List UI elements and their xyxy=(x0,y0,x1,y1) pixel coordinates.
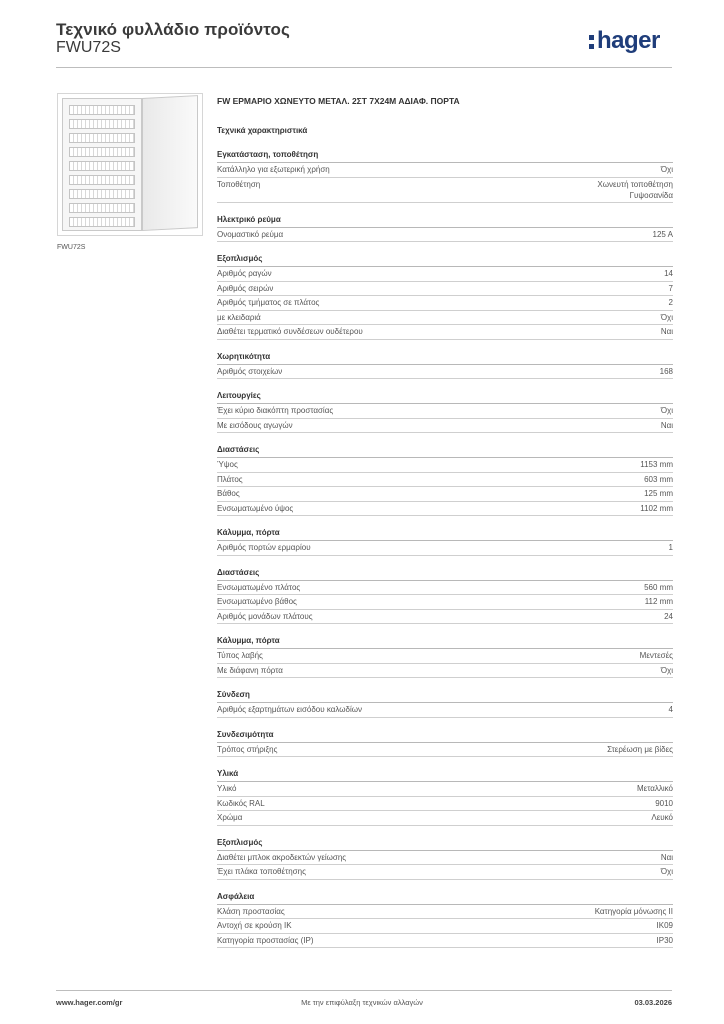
spec-content xyxy=(217,90,673,958)
spec-value: IK09 xyxy=(656,921,673,930)
spec-value: Κατηγορία μόνωσης II xyxy=(594,906,673,916)
tech-specs-label: Τεχνικά χαρακτηριστικά xyxy=(217,126,308,135)
section-title: Κάλυμμα, πόρτα xyxy=(217,634,673,649)
spec-key: Πλάτος xyxy=(217,474,243,484)
section-title: Χωρητικότητα xyxy=(217,350,673,365)
spec-value: Όχι xyxy=(660,406,673,415)
spec-row xyxy=(217,664,673,679)
spec-key: Έχει κύριο διακόπτη προστασίας xyxy=(217,406,334,415)
spec-key: Ενσωματωμένο ύψος xyxy=(217,503,294,513)
spec-key: Κλάση προστασίας xyxy=(217,906,285,916)
spec-key: Αριθμός σειρών xyxy=(217,283,274,293)
spec-value: IP30 xyxy=(656,935,673,945)
spec-row xyxy=(217,228,673,243)
spec-section xyxy=(217,350,673,380)
spec-key: Υλικό xyxy=(217,784,237,793)
section-title: Διαστάσεις xyxy=(217,566,673,581)
section-title: Ασφάλεια xyxy=(217,890,673,905)
spec-section xyxy=(217,148,673,203)
section-title: Λειτουργίες xyxy=(217,389,673,404)
spec-row xyxy=(217,178,673,203)
spec-section xyxy=(217,213,673,243)
spec-key: Αντοχή σε κρούση IK xyxy=(217,921,292,930)
spec-key: Αριθμός τμήματος σε πλάτος xyxy=(217,298,320,307)
spec-key: Έχει πλάκα τοποθέτησης xyxy=(217,867,306,876)
section-title: Εξοπλισμός xyxy=(217,252,673,267)
spec-key: Κωδικός RAL xyxy=(217,798,265,808)
spec-row xyxy=(217,282,673,297)
spec-row xyxy=(217,473,673,488)
footer-date: 03.03.2026 xyxy=(634,998,672,1007)
spec-section xyxy=(217,526,673,556)
spec-value: 125 mm xyxy=(644,489,673,498)
spec-row xyxy=(217,934,673,949)
product-name: FW ΕΡΜΑΡΙΟ ΧΩΝΕΥΤΟ ΜΕΤΑΛ. 2ΣΤ 7Χ24Μ ΑΔΙΑΦ. ΠΟΡΤΑ xyxy=(217,96,460,106)
spec-row xyxy=(217,782,673,797)
spec-value: 24 xyxy=(664,611,673,621)
spec-key: Αριθμός στοιχείων xyxy=(217,366,283,376)
spec-value: 112 mm xyxy=(644,597,673,606)
spec-row xyxy=(217,649,673,664)
spec-value: Όχι xyxy=(660,867,673,876)
spec-value: Στερέωση με βίδες xyxy=(607,744,673,754)
spec-key: Με εισόδους αγωγών xyxy=(217,420,293,430)
cabinet-illustration xyxy=(62,98,142,231)
spec-value: Ναι xyxy=(660,420,673,430)
product-image xyxy=(57,93,203,236)
cabinet-rail-illustration xyxy=(69,147,135,157)
spec-section xyxy=(217,836,673,880)
spec-row xyxy=(217,905,673,920)
spec-value: Λευκό xyxy=(651,813,673,822)
spec-value: Μεταλλικό xyxy=(636,784,673,793)
spec-value: 14 xyxy=(664,269,673,278)
cabinet-rail-illustration xyxy=(69,161,135,171)
spec-row xyxy=(217,419,673,434)
spec-key: Κατηγορία προστασίας (IP) xyxy=(217,935,314,945)
section-title: Ηλεκτρικό ρεύμα xyxy=(217,213,673,228)
spec-key: Ενσωματωμένο βάθος xyxy=(217,597,297,606)
cabinet-rail-illustration xyxy=(69,217,135,227)
spec-value: Μεντεσές xyxy=(639,651,673,660)
spec-section xyxy=(217,566,673,625)
spec-value: Ναι xyxy=(660,327,673,336)
footer-note: Με την επιφύλαξη τεχνικών αλλαγών xyxy=(301,998,423,1007)
spec-row xyxy=(217,851,673,866)
logo-colon-icon xyxy=(588,33,595,49)
cabinet-rail-illustration xyxy=(69,189,135,199)
spec-value: 560 mm xyxy=(644,582,673,592)
spec-row xyxy=(217,797,673,812)
spec-row xyxy=(217,267,673,282)
spec-key: με κλειδαριά xyxy=(217,312,261,322)
section-title: Υλικά xyxy=(217,767,673,782)
section-title: Διαστάσεις xyxy=(217,443,673,458)
section-title: Κάλυμμα, πόρτα xyxy=(217,526,673,541)
spec-key: Με διάφανη πόρτα xyxy=(217,665,283,675)
spec-sections xyxy=(217,148,673,948)
spec-row xyxy=(217,487,673,502)
product-code: FWU72S xyxy=(56,39,121,56)
cabinet-rail-illustration xyxy=(69,133,135,143)
image-caption: FWU72S xyxy=(57,244,86,251)
section-title: Εξοπλισμός xyxy=(217,836,673,851)
spec-key: Αριθμός ραγών xyxy=(217,269,272,278)
spec-key: Ονομαστικό ρεύμα xyxy=(217,229,284,239)
footer-divider xyxy=(56,990,672,991)
spec-section xyxy=(217,634,673,678)
spec-value: Όχι xyxy=(660,665,673,675)
spec-key: Αριθμός μονάδων πλάτους xyxy=(217,611,313,621)
spec-section xyxy=(217,443,673,516)
spec-value: Όχι xyxy=(660,165,673,174)
spec-section xyxy=(217,389,673,433)
document-title: Τεχνικό φυλλάδιο προϊόντος xyxy=(56,20,290,39)
spec-key: Αριθμός πορτών ερμαρίου xyxy=(217,543,311,552)
spec-row xyxy=(217,743,673,758)
section-title: Συνδεσιμότητα xyxy=(217,728,673,743)
spec-key: Ύψος xyxy=(217,460,238,469)
spec-section xyxy=(217,252,673,340)
spec-value: 1 xyxy=(668,543,673,552)
spec-row xyxy=(217,541,673,556)
spec-key: Χρώμα xyxy=(217,813,243,822)
cabinet-rail-illustration xyxy=(69,175,135,185)
spec-row xyxy=(217,610,673,625)
spec-key: Κατάλληλο για εξωτερική χρήση xyxy=(217,165,330,174)
spec-value: 1153 mm xyxy=(640,460,673,469)
spec-value: Χωνευτή τοποθέτηση Γυψοσανίδα xyxy=(597,179,673,200)
spec-row xyxy=(217,458,673,473)
spec-value: 603 mm xyxy=(644,474,673,484)
spec-value: 7 xyxy=(668,283,673,293)
spec-row xyxy=(217,581,673,596)
spec-key: Ενσωματωμένο πλάτος xyxy=(217,582,301,592)
spec-section xyxy=(217,767,673,826)
spec-value: 2 xyxy=(668,298,673,307)
hager-logo xyxy=(588,27,660,55)
spec-key: Βάθος xyxy=(217,489,240,498)
spec-key: Διαθέτει τερματικό συνδέσεων ουδέτερου xyxy=(217,327,363,336)
spec-row xyxy=(217,919,673,934)
logo-text: hager xyxy=(597,27,660,54)
cabinet-rail-illustration xyxy=(69,105,135,115)
section-title: Σύνδεση xyxy=(217,688,673,703)
section-title: Εγκατάσταση, τοποθέτηση xyxy=(217,148,673,163)
spec-row xyxy=(217,296,673,311)
cabinet-rail-illustration xyxy=(69,203,135,213)
spec-value: 4 xyxy=(668,705,673,714)
spec-row xyxy=(217,595,673,610)
spec-key: Τοποθέτηση xyxy=(217,179,261,189)
spec-row xyxy=(217,811,673,826)
spec-value: Όχι xyxy=(660,312,673,322)
spec-key: Αριθμός εξαρτημάτων εισόδου καλωδίων xyxy=(217,705,362,714)
spec-row xyxy=(217,404,673,419)
spec-value: 1102 mm xyxy=(640,503,673,513)
spec-key: Τύπος λαβής xyxy=(217,651,263,660)
spec-row xyxy=(217,163,673,178)
spec-row xyxy=(217,865,673,880)
spec-section xyxy=(217,890,673,949)
cabinet-door-illustration xyxy=(142,95,198,231)
spec-section xyxy=(217,688,673,718)
spec-row xyxy=(217,365,673,380)
spec-value: Ναι xyxy=(660,852,673,862)
spec-row xyxy=(217,703,673,718)
spec-key: Διαθέτει μπλοκ ακροδεκτών γείωσης xyxy=(217,852,347,862)
spec-value: 9010 xyxy=(655,798,673,808)
spec-row xyxy=(217,325,673,340)
footer-website: www.hager.com/gr xyxy=(56,998,123,1007)
spec-key: Τρόπος στήριξης xyxy=(217,744,278,754)
spec-section xyxy=(217,728,673,758)
cabinet-rail-illustration xyxy=(69,119,135,129)
spec-row xyxy=(217,502,673,517)
spec-value: 125 A xyxy=(652,229,673,239)
spec-row xyxy=(217,311,673,326)
spec-value: 168 xyxy=(659,366,673,376)
header-divider xyxy=(56,67,672,68)
